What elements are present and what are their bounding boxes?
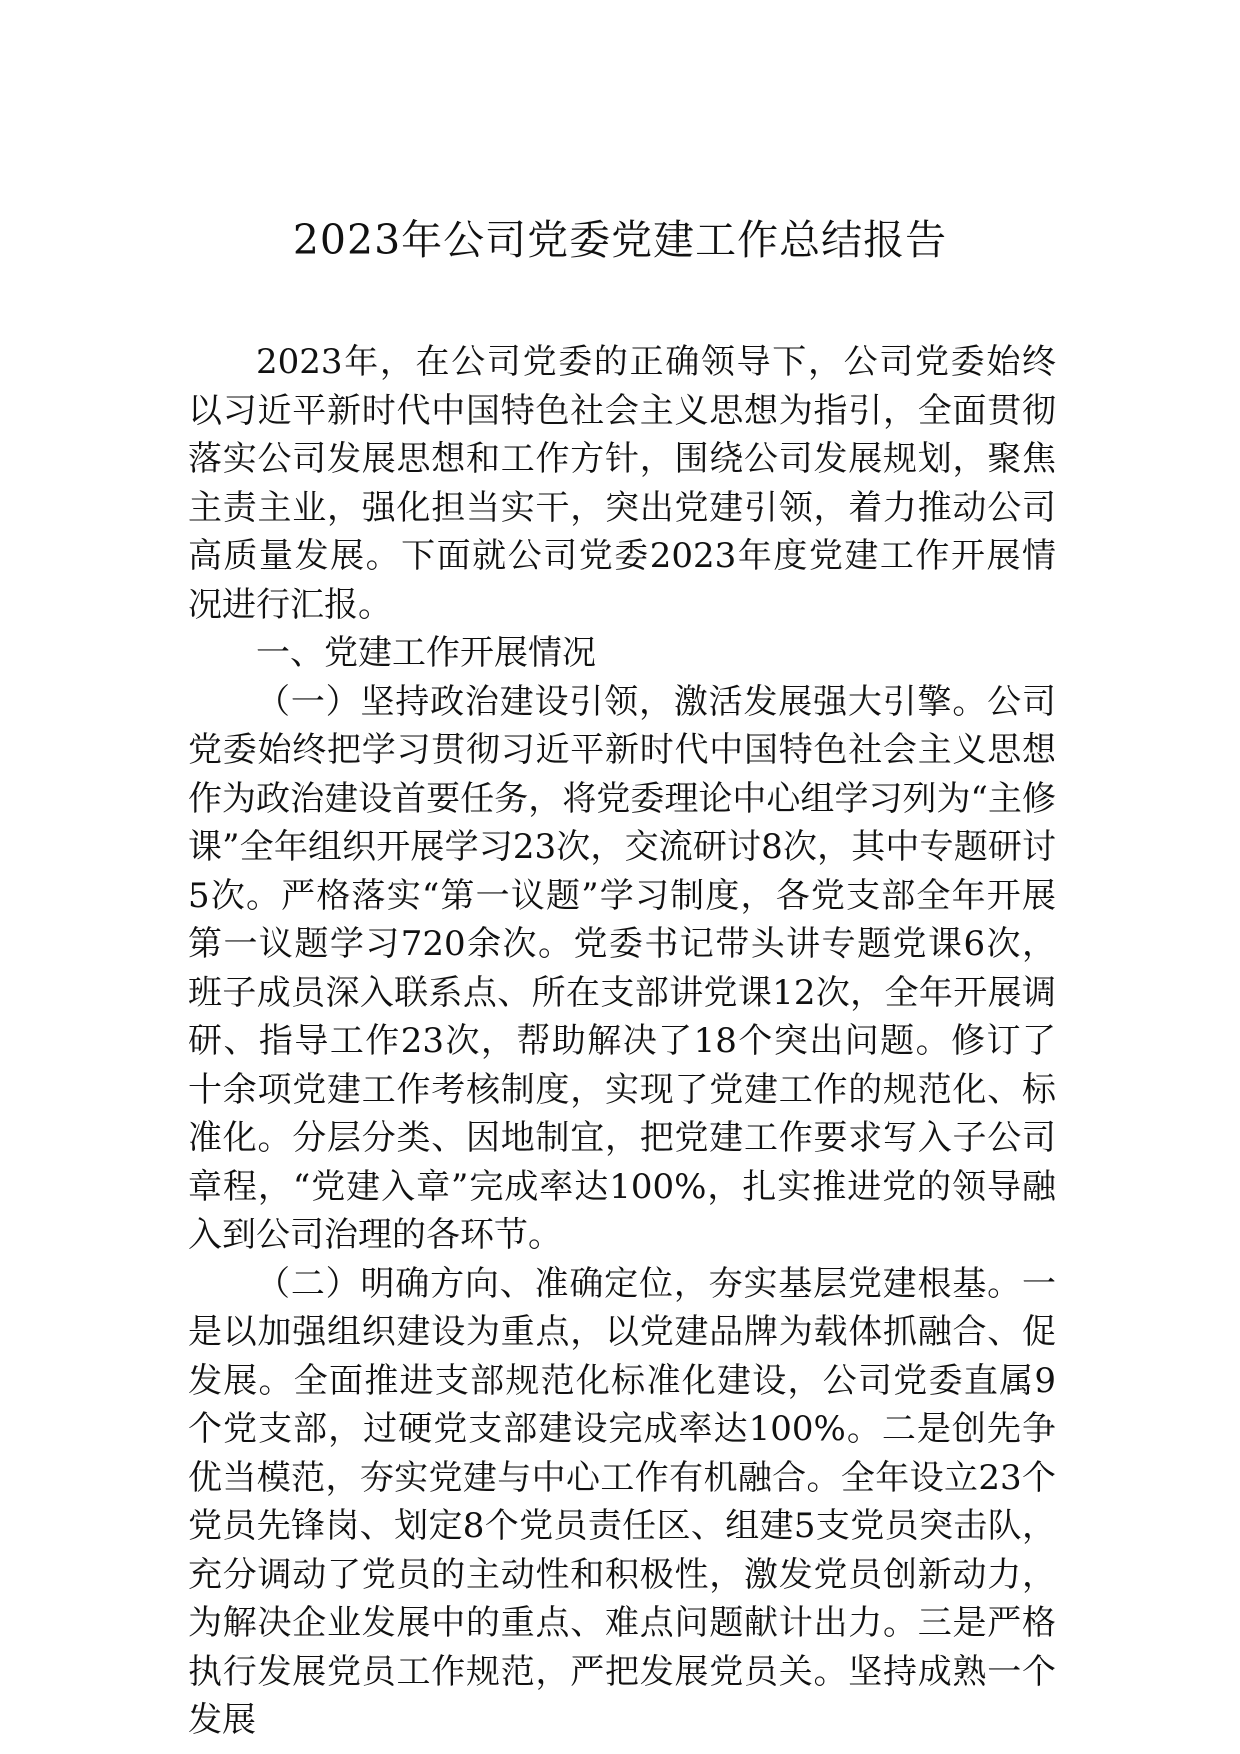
section-heading: 一、党建工作开展情况 [256, 633, 596, 673]
body-paragraph: （一）坚持政治建设引领，激活发展强大引擎。公司党委始终把学习贯彻习近平新时代中国特色社会主义思想作为政治建设首要任务，将党委理论中心组学习列为“主修课”全年组织开展学习23次，交流研讨8次，其中专题研讨5次。严格落实“第一议题”学习制度，各党支部全年开展第一议题学习720余次。党委书记带头讲专题党课6次，班子成员深入联系点、所在支部讲党课12次，全年开展调研、指导工作23次，帮助解决了18个突出问题。修订了十余项党建工作考核制度，实现了党建工作的规范化、标准化。分层分类、因地制宜，把党建工作要求写入子公司章程，“党建入章”完成率达100%，扎实推进党的领导融入到公司治理的各环节。 [188, 681, 1056, 1255]
document-title: 2023年公司党委党建工作总结报告 [292, 216, 948, 264]
intro-paragraph: 2023年，在公司党委的正确领导下，公司党委始终以习近平新时代中国特色社会主义思想为指引，全面贯彻落实公司发展思想和工作方针，围绕公司发展规划，聚焦主责主业，强化担当实干，突出党建引领，着力推动公司高质量发展。下面就公司党委2023年度党建工作开展情况进行汇报。 [188, 342, 1056, 625]
body-paragraph: （二）明确方向、准确定位，夯实基层党建根基。一是以加强组织建设为重点，以党建品牌为载体抓融合、促发展。全面推进支部规范化标准化建设，公司党委直属9个党支部，过硬党支部建设完成率达100%。二是创先争优当模范，夯实党建与中心工作有机融合。全年设立23个党员先锋岗、划定8个党员责任区、组建5支党员突击队，充分调动了党员的主动性和积极性，激发党员创新动力，为解决企业发展中的重点、难点问题献计出力。三是严格执行发展党员工作规范，严把发展党员关。坚持成熟一个发展 [188, 1263, 1056, 1740]
document-body [188, 338, 1056, 1745]
